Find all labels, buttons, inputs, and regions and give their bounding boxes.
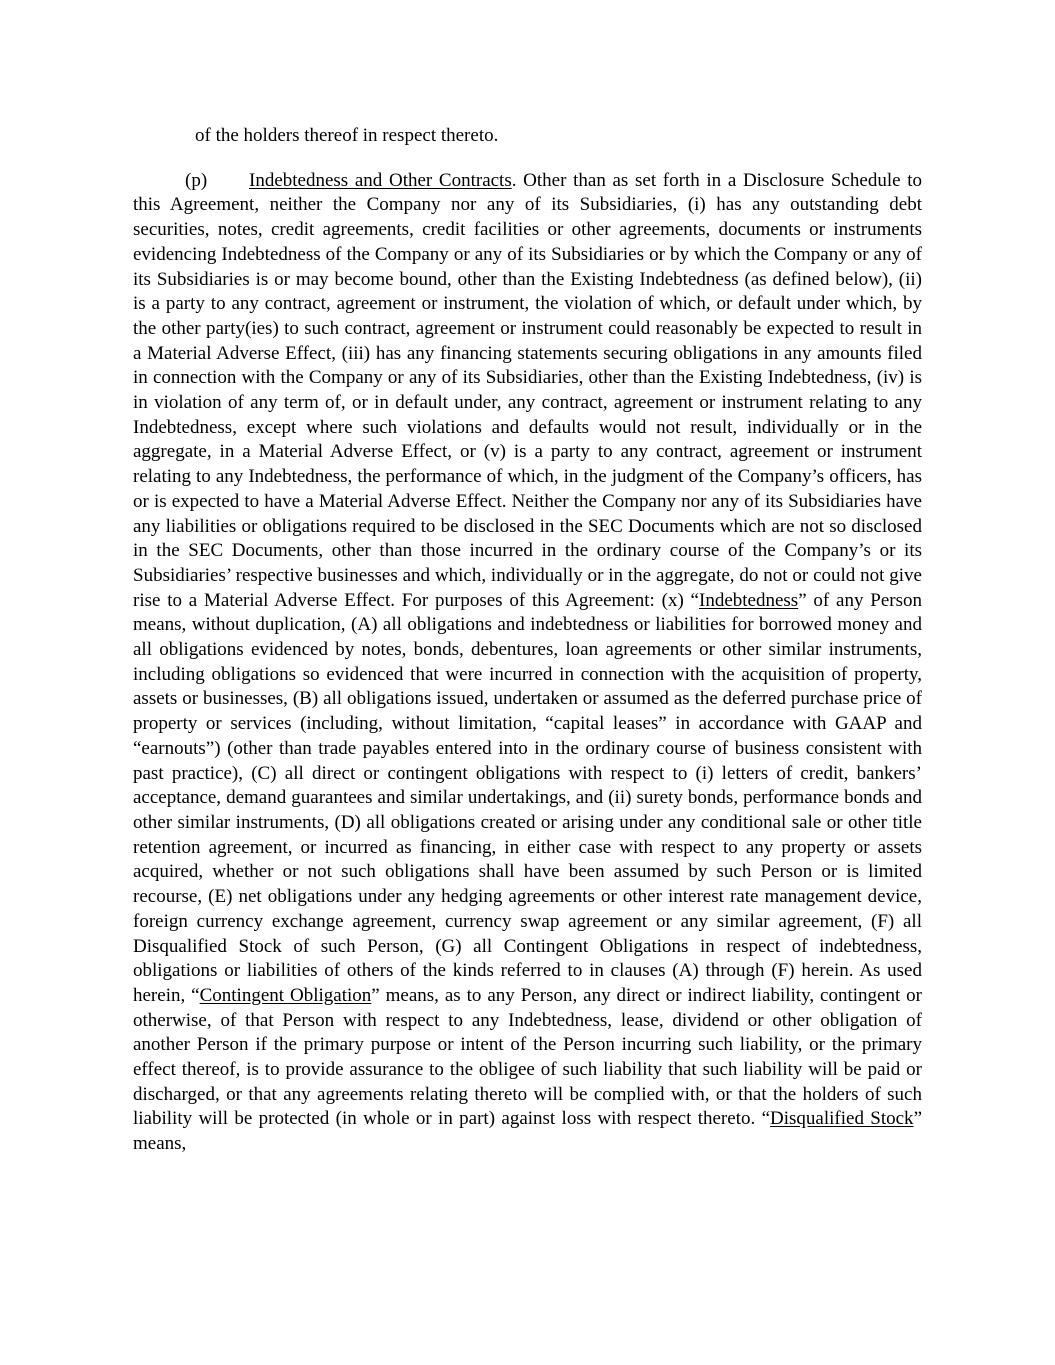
section-p-paragraph — [133, 169, 922, 1157]
document-page — [133, 124, 922, 1157]
carryover-line: of the holders thereof in respect thereto. — [195, 125, 499, 146]
defined-term-indebtedness: Indebtedness — [699, 589, 799, 611]
paragraph-text-2: ” of any Person means, without duplication, (A) all obligations and indebtedness or liabilities for borrowed money and all obligations evidenced by notes, bonds, debentures, loan agreements or other similar instruments, including obligations so evidenced that were incurred in connection with the acquisition of property, assets or businesses, (B) all obligations issued, undertaken or assumed as the deferred purchase price of property or services (including, without limitation, “capital leases” in accordance with GAAP and “earnouts”) (other than trade payables entered into in the ordinary course of business consistent with past practice), (C) all direct or contingent obligations with respect to (i) letters of credit, bankers’ acceptance, demand guarantees and similar undertakings, and (ii) surety bonds, performance bonds and other similar instruments, (D) all obligations created or arising under any conditional sale or other title retention agreement, or incurred as financing, in either case with respect to any property or assets acquired, whether or not such obligations shall have been assumed by such Person or is limited recourse, (E) net obligations under any hedging agreements or other interest rate management device, foreign currency exchange agreement, currency swap agreement or any similar agreement, (F) all Disqualified Stock of such Person, (G) all Contingent Obligations in respect of indebtedness, obligations or liabilities of others of the kinds referred to in clauses (A) through (F) herein. As used herein, “ — [133, 589, 922, 1006]
paragraph-text-4: ” means, — [133, 1108, 922, 1155]
section-heading: Indebtedness and Other Contracts — [249, 169, 512, 191]
paragraph-text-1: . Other than as set forth in a Disclosure Schedule to this Agreement, neither the Company nor any of its Subsidiaries, (i) has any outstanding debt securities, notes, credit agreements, credit facilities or other agreements, documents or instruments evidencing Indebtedness of the Company or any of its Subsidiaries or by which the Company or any of its Subsidiaries is or may become bound, other than the Existing Indebtedness (as defined below), (ii) is a party to any contract, agreement or instrument, the violation of which, or default under which, by the other party(ies) to such contract, agreement or instrument could reasonably be expected to result in a Material Adverse Effect, (iii) has any financing statements securing obligations in any amounts filed in connection with the Company or any of its Subsidiaries, other than the Existing Indebtedness, (iv) is in violation of any term of, or in default under, any contract, agreement or instrument relating to any Indebtedness, except where such violations and defaults would not result, individually or in the aggregate, in a Material Adverse Effect, or (v) is a party to any contract, agreement or instrument relating to any Indebtedness, the performance of which, in the judgment of the Company’s officers, has or is expected to have a Material Adverse Effect. Neither the Company nor any of its Subsidiaries have any liabilities or obligations required to be disclosed in the SEC Documents which are not so disclosed in the SEC Documents, other than those incurred in the ordinary course of the Company’s or its Subsidiaries’ respective businesses and which, individually or in the aggregate, do not or could not give rise to a Material Adverse Effect. For purposes of this Agreement: (x) “ — [133, 169, 923, 611]
defined-term-contingent-obligation: Contingent Obligation — [199, 984, 372, 1006]
paragraph-text-3: ” means, as to any Person, any direct or indirect liability, contingent or otherwise, of that Person with respect to any Indebtedness, lease, dividend or other obligation of another Person if the primary purpose or intent of the Person incurring such liability, or the primary effect thereof, is to provide assurance to the obligee of such liability that such liability will be paid or discharged, or that any agreements relating thereto will be complied with, or that the holders of such liability will be protected (in whole or in part) against loss with respect thereto. “ — [133, 984, 922, 1130]
section-number: (p) — [185, 169, 208, 191]
defined-term-disqualified-stock: Disqualified Stock — [770, 1108, 914, 1130]
